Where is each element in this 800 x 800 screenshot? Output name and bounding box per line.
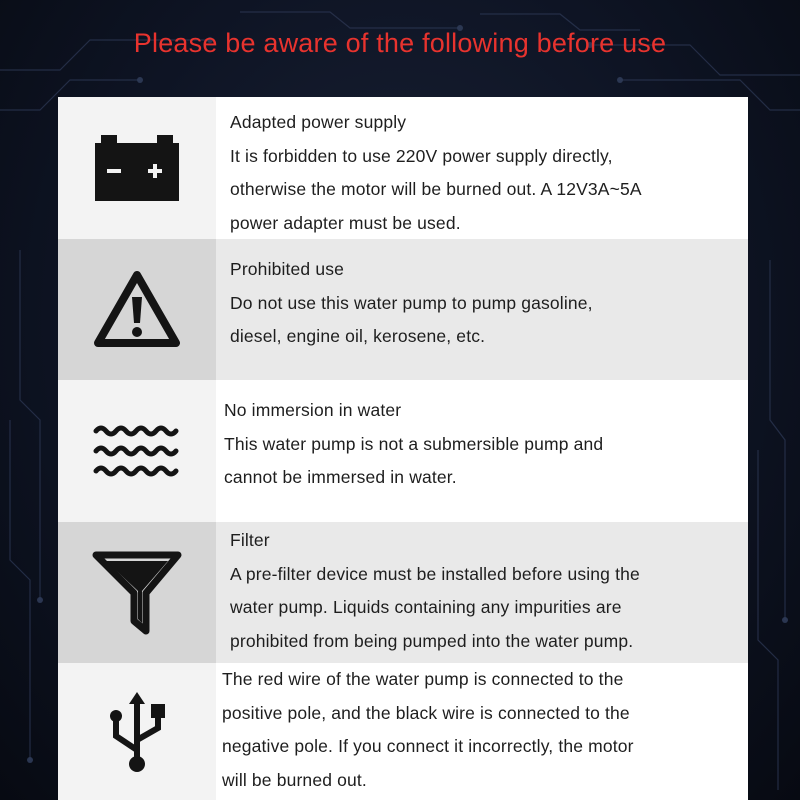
section-wiring: [58, 663, 748, 800]
instructions-panel: [58, 97, 748, 800]
section-line: negative pole. If you connect it incorrectly, the motor: [222, 736, 634, 756]
usb-icon: [102, 690, 172, 774]
section-no-immersion: [58, 380, 748, 522]
section-heading: Filter: [230, 530, 270, 550]
section-line: will be burned out.: [222, 769, 367, 790]
section-line: prohibited from being pumped into the water pump.: [230, 630, 634, 651]
section-line: cannot be immersed in water.: [224, 467, 457, 487]
section-line: The red wire of the water pump is connected to the: [222, 669, 624, 689]
section-heading: Prohibited use: [230, 259, 344, 279]
section-line: positive pole, and the black wire is connected to the: [222, 702, 630, 723]
section-heading: Adapted power supply: [230, 112, 407, 132]
page-title: Please be aware of the following before use: [133, 28, 667, 58]
section-line: A pre-filter device must be installed before using the: [230, 563, 640, 584]
section-prohibited-use: [58, 239, 748, 380]
section-line: It is forbidden to use 220V power supply directly,: [230, 145, 613, 166]
battery-icon: [91, 133, 183, 203]
funnel-filter-icon: [92, 551, 182, 635]
section-heading: No immersion in water: [224, 400, 402, 420]
section-line: This water pump is not a submersible pump and: [224, 433, 604, 454]
section-filter: [58, 522, 748, 663]
section-line: power adapter must be used.: [230, 212, 461, 233]
water-waves-icon: [92, 419, 182, 483]
section-line: water pump. Liquids containing any impurities are: [230, 597, 622, 617]
section-line: diesel, engine oil, kerosene, etc.: [230, 326, 486, 346]
warning-icon: [92, 269, 182, 351]
section-power-supply: [58, 97, 748, 239]
section-line: Do not use this water pump to pump gasoline,: [230, 292, 593, 313]
section-line: otherwise the motor will be burned out. A 12V3A~5A: [230, 179, 642, 199]
